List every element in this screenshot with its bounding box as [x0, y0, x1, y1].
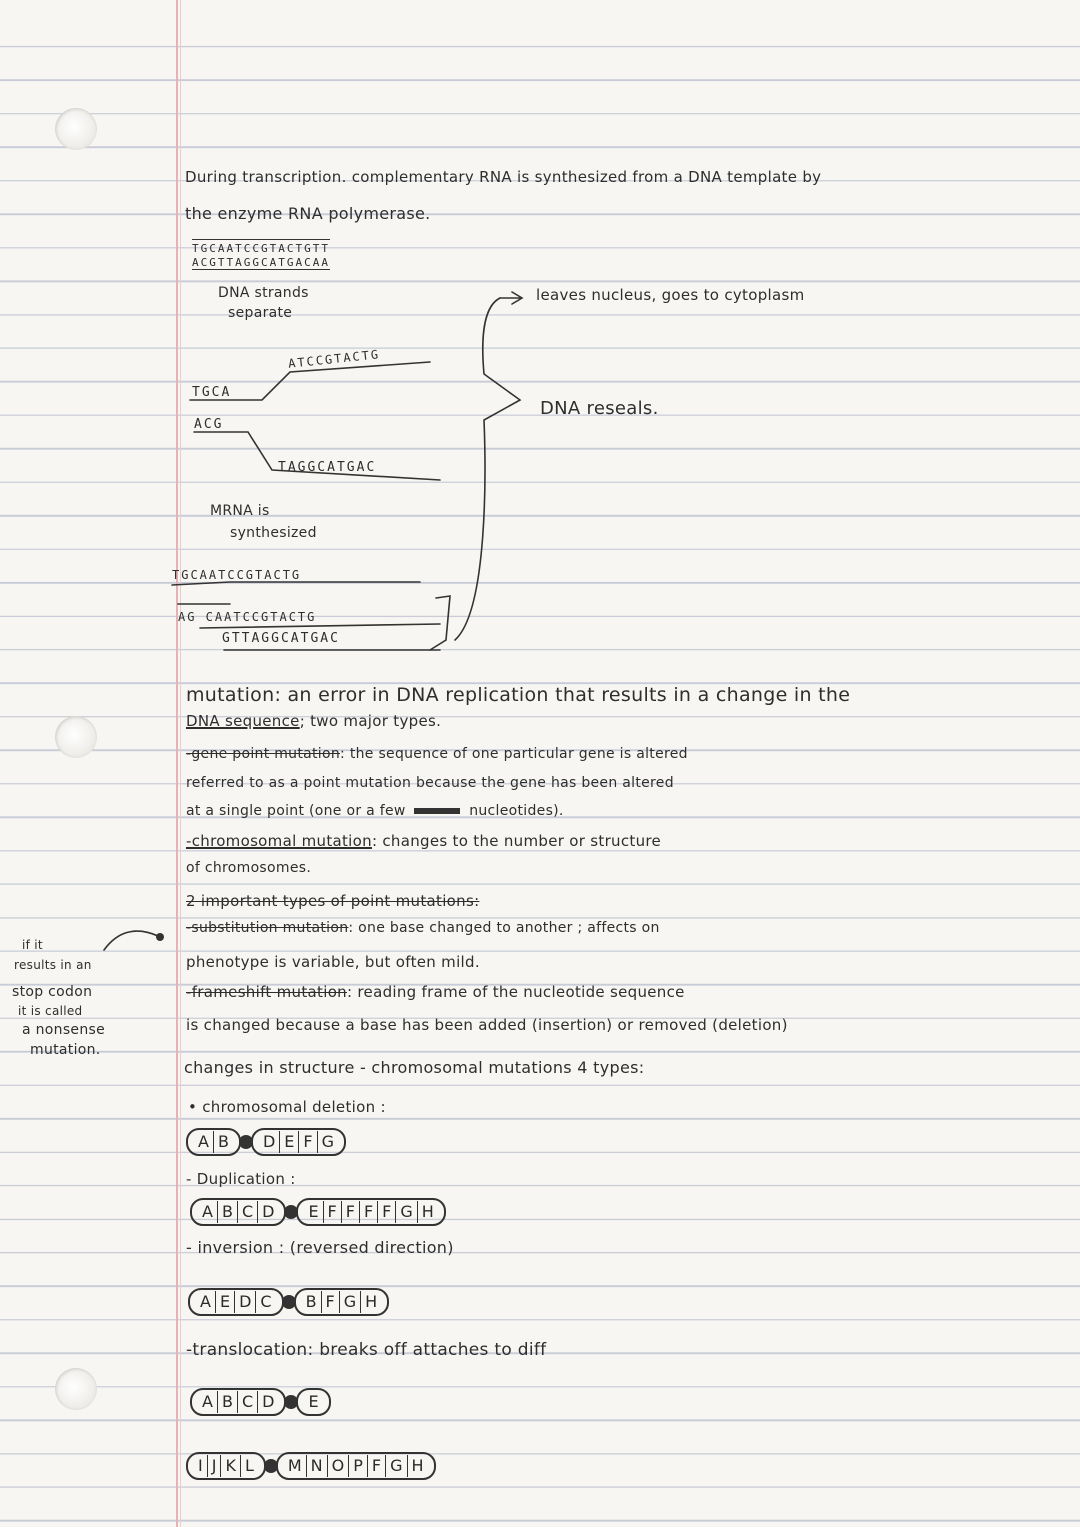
centromere [282, 1295, 296, 1309]
chromosomal-types-heading: changes in structure - chromosomal mutations 4 types: [184, 1058, 645, 1077]
step2-label-line2: synthesized [230, 525, 317, 541]
dna-strand-top: TGCAATCCGTACTGTT [192, 239, 330, 255]
gene-cell: H [421, 1202, 434, 1221]
gene-cell: F [299, 1131, 317, 1153]
gene-cell: M [284, 1455, 307, 1477]
transcription-intro-line2: the enzyme RNA polymerase. [185, 204, 431, 223]
chromosomal-mutation-term: -chromosomal mutation [186, 832, 372, 850]
margin-note-arrow [104, 931, 158, 950]
margin-arrow-tip [156, 933, 164, 941]
gene-cell: E [280, 1131, 299, 1153]
gene-cell: G [386, 1455, 407, 1477]
gene-cell: P [349, 1455, 368, 1477]
gene-cell: D [235, 1291, 256, 1313]
gene-point-mutation-line2: referred to as a point mutation because the gene has been altered [186, 775, 674, 791]
gene-cell: E [304, 1201, 323, 1223]
mrna-newstrand-line [200, 624, 440, 628]
gene-point-mutation-term: -gene point mutation [186, 746, 341, 762]
mrna-new-strand: AG CAATCCGTACTG [178, 610, 317, 624]
gene-cell: L [244, 1456, 254, 1475]
side-note-line1: if it [22, 938, 43, 952]
note-leaves-nucleus: leaves nucleus, goes to cytoplasm [536, 286, 805, 304]
frameshift-def1: : reading frame of the nucleotide sequence [346, 983, 685, 1001]
separated-top-right: ATCCGTACTG [287, 347, 381, 371]
gene-cell: I [194, 1455, 208, 1477]
side-note-line5: a nonsense [22, 1022, 106, 1038]
mrna-top-line [172, 582, 420, 585]
gene-cell: F [324, 1201, 342, 1223]
gene-cell: B [218, 1391, 238, 1413]
frameshift-term: -frameshift mutation [186, 983, 347, 1001]
gene-cell: F [322, 1291, 340, 1313]
gene-cell: A [196, 1291, 216, 1313]
gene-cell: F [378, 1201, 396, 1223]
step1-label-line2: separate [228, 305, 293, 321]
side-note-line6: mutation. [30, 1042, 101, 1058]
gene-cell: G [321, 1132, 334, 1151]
substitution-def1: : one base changed to another ; affects on [348, 920, 660, 936]
separated-bottom-left: ACG [194, 417, 224, 432]
gene-cell: C [238, 1201, 258, 1223]
gene-def3-b: nucleotides). [469, 803, 564, 819]
point-mutations-heading: 2 important types of point mutations: [186, 892, 480, 910]
side-note-line3: stop codon [12, 984, 93, 1000]
frameshift-line2: is changed because a base has been added (insertion) or removed (deletion) [186, 1016, 788, 1034]
gene-cell: A [198, 1391, 218, 1413]
inversion-label: - inversion : (reversed direction) [186, 1238, 454, 1257]
gene-cell: G [340, 1291, 361, 1313]
step1-label-line1: DNA strands [218, 285, 309, 301]
dna-sequence-text: DNA sequence [186, 712, 300, 730]
gene-cell: E [308, 1392, 319, 1411]
separated-top-left: TGCA [192, 385, 232, 400]
gene-cell: C [238, 1391, 258, 1413]
gene-cell: G [396, 1201, 417, 1223]
separated-bottom-strand-line [194, 432, 440, 480]
gene-cell: J [208, 1455, 222, 1477]
gene-cell: F [342, 1201, 360, 1223]
mrna-bottom-strand: GTTAGGCATGAC [222, 631, 340, 646]
centromere [264, 1459, 278, 1473]
step2-label-line1: MRNA is [210, 503, 270, 519]
gene-cell: B [218, 1201, 238, 1223]
duplication-label: - Duplication : [186, 1170, 296, 1188]
note-dna-reseals: DNA reseals. [540, 398, 659, 419]
two-major-types-text: ; two major types. [299, 712, 442, 730]
gene-def3-a: at a single point (one or a few [186, 803, 406, 819]
gene-cell: F [368, 1455, 386, 1477]
chromosomal-mutation-line2: of chromosomes. [186, 860, 312, 876]
mrna-top-strand: TGCAATCCGTACTG [172, 568, 302, 582]
gene-cell: K [221, 1455, 241, 1477]
gene-cell: F [360, 1201, 378, 1223]
gene-point-mutation-def1: : the sequence of one particular gene is altered [340, 746, 688, 762]
gene-cell: D [262, 1202, 275, 1221]
gene-cell: C [260, 1292, 272, 1311]
side-note-line2: results in an [14, 958, 92, 972]
big-bracket [455, 298, 520, 640]
mutation-definition-line1: mutation: an error in DNA replication that results in a change in the [186, 684, 851, 706]
transcription-intro-line1: During transcription. complementary RNA is synthesized from a DNA template by [185, 168, 822, 186]
gene-cell: N [307, 1455, 328, 1477]
substitution-term: -substitution mutation [186, 920, 349, 936]
side-note-line4: it is called [18, 1004, 83, 1018]
deletion-label: • chromosomal deletion : [188, 1098, 386, 1116]
gene-cell: A [198, 1201, 218, 1223]
gene-cell: A [194, 1131, 214, 1153]
separated-bottom-right: TAGGCATGAC [278, 460, 377, 475]
gene-cell: B [217, 1132, 229, 1151]
chromosomal-mutation-def1: : changes to the number or structure [371, 832, 662, 850]
gene-cell: E [216, 1291, 235, 1313]
gene-cell: H [365, 1292, 378, 1311]
centromere [239, 1135, 253, 1149]
substitution-line2: phenotype is variable, but often mild. [186, 953, 480, 971]
gene-cell: D [262, 1392, 275, 1411]
gene-cell: B [302, 1291, 322, 1313]
mrna-bracket [430, 596, 450, 650]
dna-strand-bottom: ACGTTAGGCATGACAA [192, 256, 330, 269]
gene-cell: O [328, 1455, 350, 1477]
translocation-label: -translocation: breaks off attaches to diff [186, 1340, 547, 1360]
separated-top-strand-line [190, 362, 430, 400]
gene-cell: H [411, 1456, 424, 1475]
gene-cell: D [259, 1131, 280, 1153]
